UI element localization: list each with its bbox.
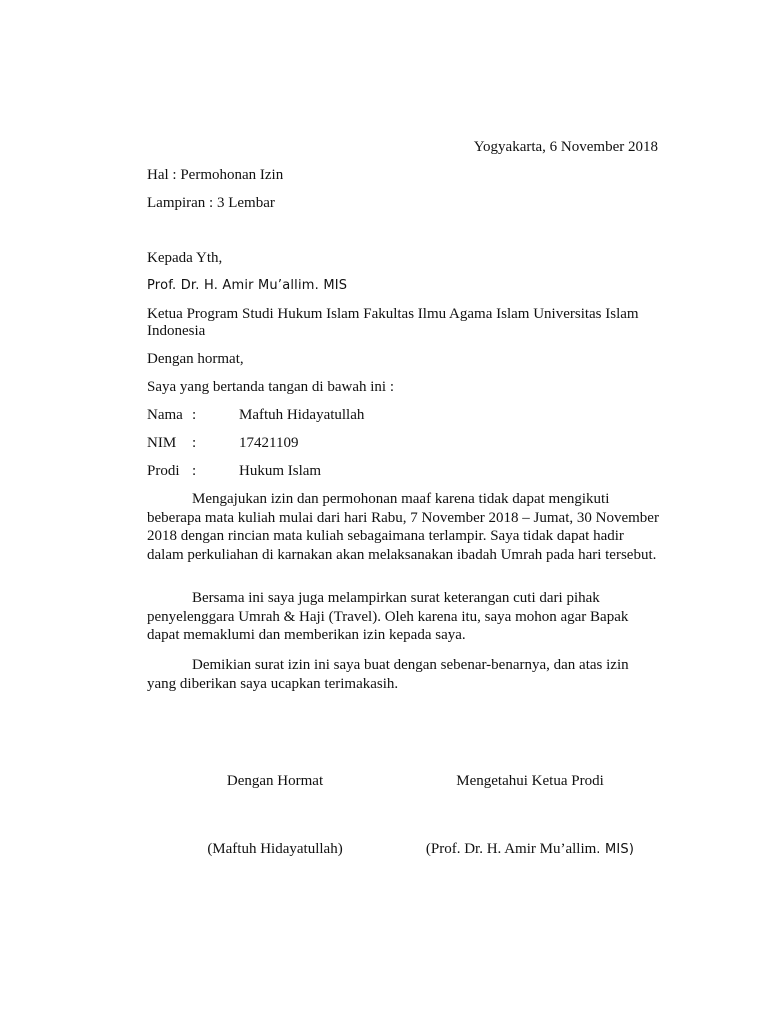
signature-right-name-suffix: . MIS) (596, 842, 635, 857)
paragraph-text: Bersama ini saya juga melampirkan surat keterangan cuti dari pihak penyelenggara Umrah & Haji (Travel). Oleh karena itu, saya mohon agar Bapak dapat memaklumi dan memberikan izin kepada saya. (147, 590, 629, 643)
recipient-title-line2: Indonesia (147, 323, 206, 339)
paragraph-text: Mengajukan izin dan permohonan maaf karena tidak dapat mengikuti beberapa mata kuliah mulai dari hari Rabu, 7 November 2018 – Jumat, 30 November 2018 dengan rincian mata kuliah sebagaimana terlampir. Saya tidak dapat hadir dalam perkuliahan di karnakan akan melaksanakan ibadah Umrah pada hari tersebut. (147, 491, 659, 563)
identity-row-name (147, 406, 547, 424)
body-paragraph-3 (147, 656, 659, 693)
identity-row-prodi (147, 462, 547, 480)
recipient-name: Prof. Dr. H. Amir Mu’allim. MIS (147, 278, 348, 293)
signature-right-label: Mengetahui Ketua Prodi (456, 773, 604, 789)
recipient-greeting: Kepada Yth, (147, 250, 223, 266)
place-date: Yogyakarta, 6 November 2018 (473, 139, 658, 155)
signature-right-name-main: (Prof. Dr. H. Amir Mu’allim (425, 841, 597, 857)
identity-value: 17421109 (239, 435, 299, 451)
paragraph-text: Demikian surat izin ini saya buat dengan sebenar-benarnya, dan atas izin yang diberikan saya ucapkan terimakasih. (147, 657, 629, 692)
body-paragraph-2 (147, 589, 659, 645)
identity-label: Prodi (147, 463, 180, 479)
attachment-line: Lampiran : 3 Lembar (147, 195, 275, 211)
body-paragraph-1 (147, 490, 659, 564)
identity-colon: : (192, 463, 197, 479)
signature-left-name: (Maftuh Hidayatullah) (207, 841, 343, 857)
intro-line: Saya yang bertanda tangan di bawah ini : (147, 379, 395, 395)
identity-value: Hukum Islam (239, 463, 322, 479)
subject-line: Hal : Permohonan Izin (147, 167, 284, 183)
signature-left-label: Dengan Hormat (226, 773, 324, 789)
signature-right-name (400, 840, 660, 859)
identity-row-nim (147, 434, 547, 452)
identity-label: NIM (147, 435, 177, 451)
identity-colon: : (192, 435, 197, 451)
identity-label: Nama (147, 407, 183, 423)
salutation: Dengan hormat, (147, 351, 244, 367)
identity-value: Maftuh Hidayatullah (239, 407, 365, 423)
identity-colon: : (192, 407, 197, 423)
recipient-title-line1: Ketua Program Studi Hukum Islam Fakultas Ilmu Agama Islam Universitas Islam (147, 306, 639, 322)
